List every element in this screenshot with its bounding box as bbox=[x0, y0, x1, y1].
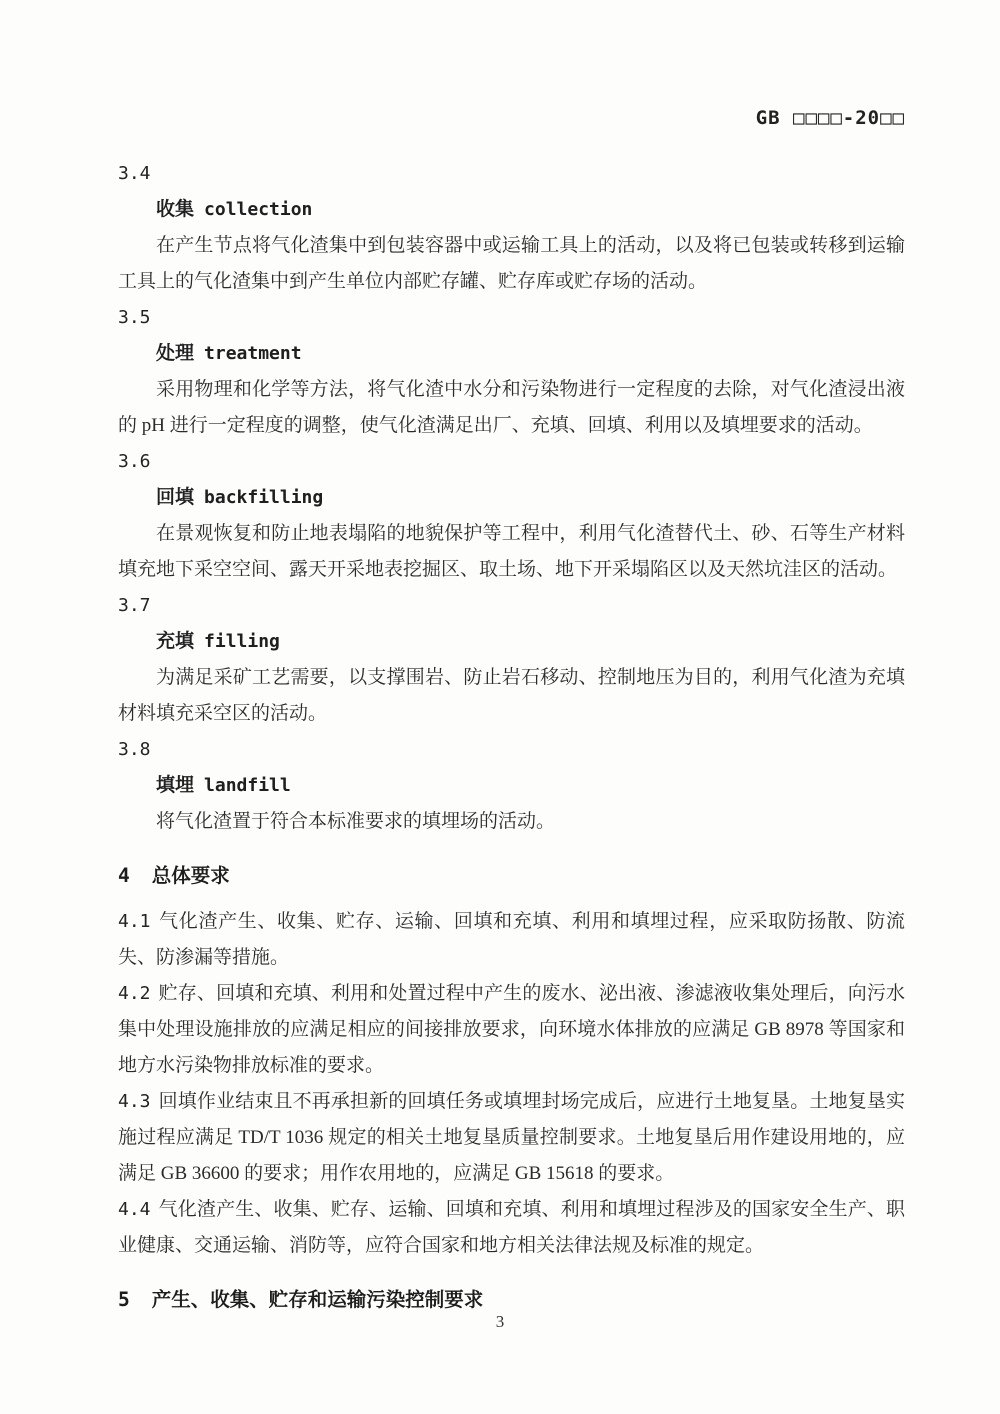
term-english: backfilling bbox=[204, 487, 324, 508]
term-title bbox=[118, 768, 905, 804]
term-chinese: 填埋 bbox=[156, 775, 195, 796]
term-definition: 为满足采矿工艺需要，以支撑围岩、防止岩石移动、控制地压为目的，利用气化渣为充填材料填充采空区的活动。 bbox=[118, 667, 905, 724]
term-title bbox=[118, 336, 905, 372]
term-number: 3.4 bbox=[118, 163, 151, 184]
clause-number: 4.3 bbox=[118, 1091, 151, 1112]
term-title bbox=[118, 480, 905, 516]
clause-4-1 bbox=[118, 904, 905, 976]
term-number: 3.5 bbox=[118, 307, 151, 328]
standard-number-header: GB □□□□-20□□ bbox=[755, 107, 905, 129]
term-section-3-6 bbox=[118, 444, 905, 588]
term-definition: 将气化渣置于符合本标准要求的填埋场的活动。 bbox=[156, 811, 556, 832]
clause-4-4 bbox=[118, 1192, 905, 1264]
chapter-4-heading bbox=[118, 858, 905, 894]
chapter-number: 5 bbox=[118, 1288, 130, 1311]
chapter-number: 4 bbox=[118, 864, 130, 887]
term-title bbox=[118, 624, 905, 660]
clause-number: 4.1 bbox=[118, 911, 151, 932]
term-title bbox=[118, 192, 905, 228]
chapter-title: 总体要求 bbox=[151, 865, 230, 887]
term-english: filling bbox=[204, 631, 280, 652]
term-chinese: 处理 bbox=[156, 343, 195, 364]
term-definition: 采用物理和化学等方法，将气化渣中水分和污染物进行一定程度的去除，对气化渣浸出液的 pH 进行一定程度的调整，使气化渣满足出厂、充填、回填、利用以及填埋要求的活动。 bbox=[118, 379, 905, 436]
clause-number: 4.2 bbox=[118, 983, 151, 1004]
term-number: 3.6 bbox=[118, 451, 151, 472]
term-section-3-7 bbox=[118, 588, 905, 732]
clause-text: 气化渣产生、收集、贮存、运输、回填和充填、利用和填埋过程涉及的国家安全生产、职业健康、交通运输、消防等，应符合国家和地方相关法律法规及标准的规定。 bbox=[118, 1199, 905, 1256]
term-chinese: 回填 bbox=[156, 487, 195, 508]
clause-4-2 bbox=[118, 976, 905, 1084]
term-chinese: 充填 bbox=[156, 631, 195, 652]
clause-number: 4.4 bbox=[118, 1199, 151, 1220]
clause-text: 贮存、回填和充填、利用和处置过程中产生的废水、泌出液、渗滤液收集处理后，向污水集中处理设施排放的应满足相应的间接排放要求，向环境水体排放的应满足 GB 8978 等国家和地方水污染物排放标准的要求。 bbox=[118, 983, 905, 1076]
term-english: treatment bbox=[204, 343, 302, 364]
term-number: 3.8 bbox=[118, 739, 151, 760]
chapter-title: 产生、收集、贮存和运输污染控制要求 bbox=[151, 1289, 484, 1311]
clause-text: 回填作业结束且不再承担新的回填任务或填埋封场完成后，应进行土地复垦。土地复垦实施过程应满足 TD/T 1036 规定的相关土地复垦质量控制要求。土地复垦后用作建设用地的，应满足 GB 36600 的要求；用作农用地的，应满足 GB 15618 的要求。 bbox=[118, 1091, 905, 1184]
term-definition: 在产生节点将气化渣集中到包装容器中或运输工具上的活动，以及将已包装或转移到运输工具上的气化渣集中到产生单位内部贮存罐、贮存库或贮存场的活动。 bbox=[118, 235, 905, 292]
page-number: 3 bbox=[495, 1312, 505, 1331]
term-section-3-4 bbox=[118, 156, 905, 300]
term-definition: 在景观恢复和防止地表塌陷的地貌保护等工程中，利用气化渣替代土、砂、石等生产材料填充地下采空空间、露天开采地表挖掘区、取土场、地下开采塌陷区以及天然坑洼区的活动。 bbox=[118, 523, 905, 580]
term-section-3-8 bbox=[118, 732, 905, 840]
clause-4-3 bbox=[118, 1084, 905, 1192]
clause-text: 气化渣产生、收集、贮存、运输、回填和充填、利用和填埋过程，应采取防扬散、防流失、防渗漏等措施。 bbox=[118, 911, 905, 968]
term-section-3-5 bbox=[118, 300, 905, 444]
term-english: collection bbox=[204, 199, 313, 220]
term-chinese: 收集 bbox=[156, 199, 195, 220]
term-english: landfill bbox=[204, 775, 291, 796]
term-number: 3.7 bbox=[118, 595, 151, 616]
